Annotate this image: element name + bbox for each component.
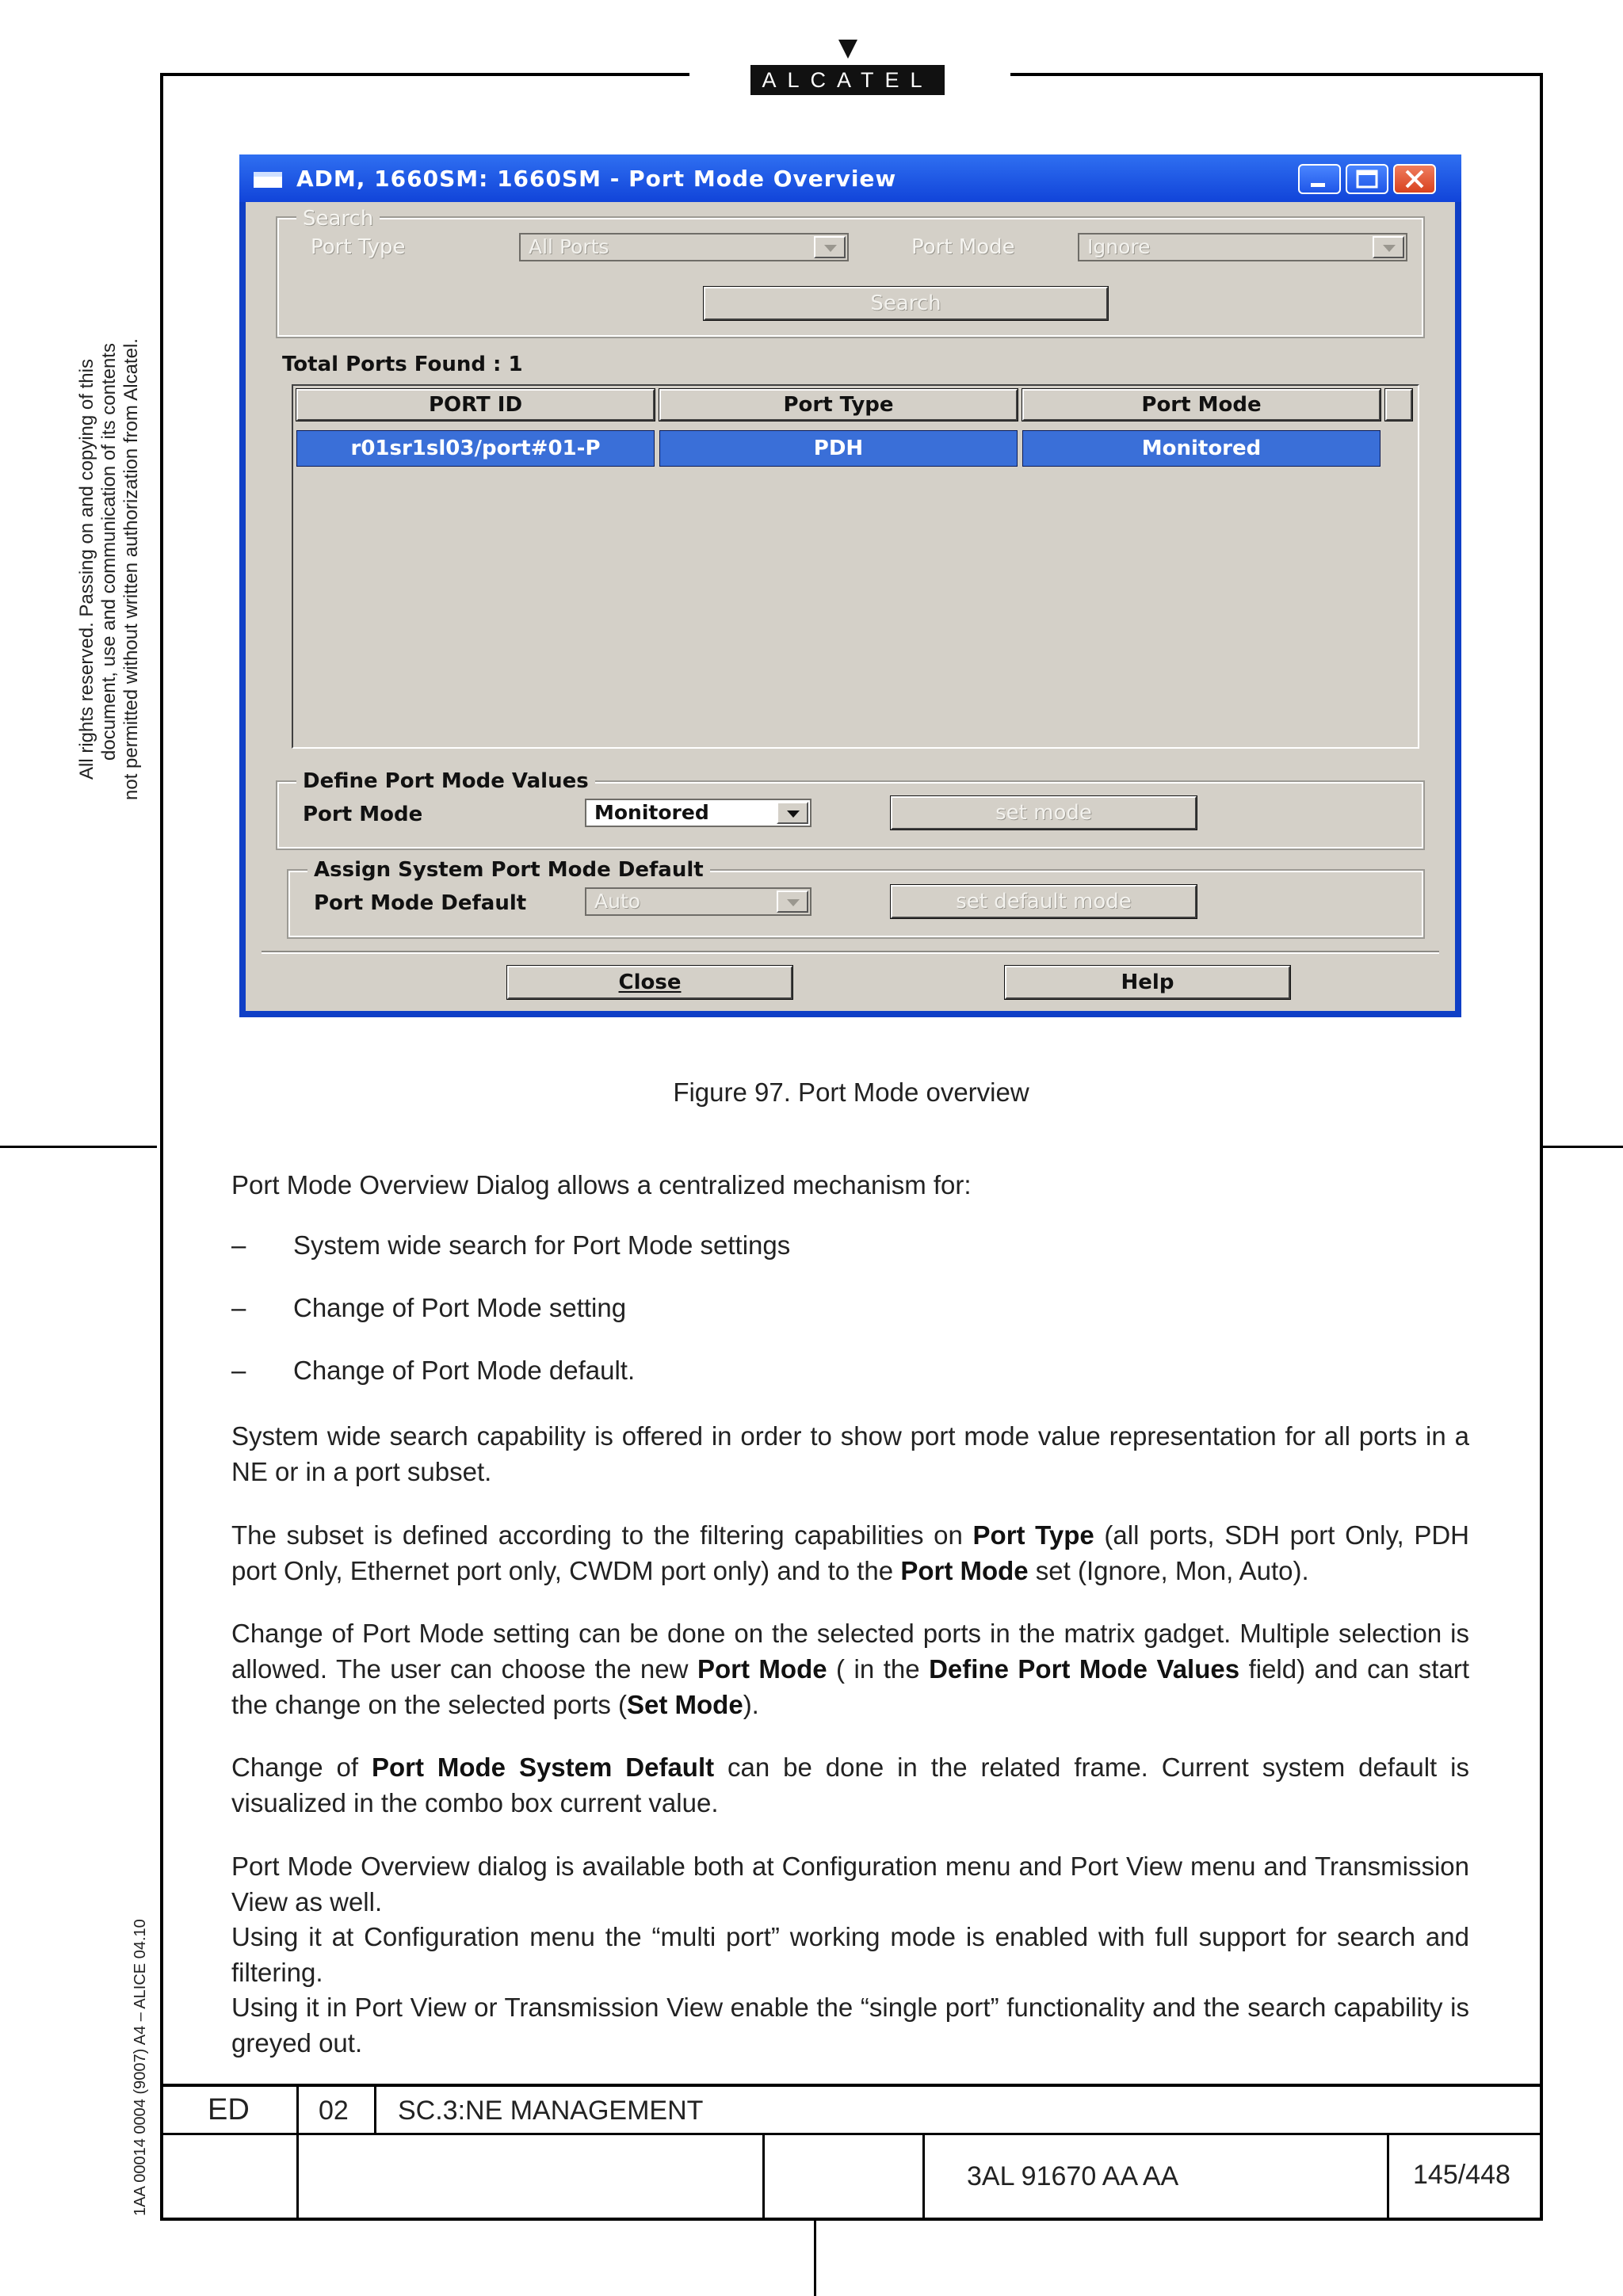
set-mode-button[interactable]: set mode [891,796,1197,830]
window-icon [254,172,282,188]
port-mode-default-value: Auto [594,890,641,913]
chevron-down-icon[interactable] [814,236,846,258]
bullet-dash: – [231,1230,246,1260]
column-header-port-type[interactable]: Port Type [659,389,1018,421]
edition-label: ED [208,2093,250,2126]
search-button[interactable]: Search [704,287,1108,320]
intro-paragraph: Port Mode Overview Dialog allows a centralized mechanism for: [231,1170,972,1199]
column-header-port-mode[interactable]: Port Mode [1022,389,1381,421]
edition-number: 02 [319,2096,349,2126]
column-header-port-id[interactable]: PORT ID [296,389,655,421]
bullet-item: Change of Port Mode setting [293,1293,627,1322]
ports-table [292,384,1419,749]
bullet-item: System wide search for Port Mode settings [293,1230,791,1260]
paragraph-multi-port: Using it at Configuration menu the “multi port” working mode is enabled with full support for search and filtering. [231,1922,1469,1987]
port-mode-default-select[interactable] [585,887,812,916]
chevron-down-icon[interactable] [1373,236,1404,258]
help-button[interactable]: Help [1005,966,1290,999]
footer-col-3 [762,2133,765,2220]
footer-col-4 [922,2133,925,2220]
footer-top-rule [160,2084,1543,2087]
port-type-label: Port Type [311,235,406,259]
bullet-item: Change of Port Mode default. [293,1356,636,1385]
dialog-titlebar[interactable] [239,154,1461,202]
figure-caption: Figure 97. Port Mode overview [673,1077,1029,1107]
rights-note-2: document, use and communication of its contents [98,343,120,761]
text: (all ports, SDH port Only, PDH port Only, Ethernet port only, CWDM port only) and to the [231,1520,1469,1585]
text: set (Ignore, Mon, Auto). [1028,1556,1309,1585]
close-button[interactable] [507,966,792,999]
define-group-label: Define Port Mode Values [296,769,595,793]
dialog-client-area [246,202,1455,1011]
text: ). [743,1690,759,1719]
port-type-select[interactable] [519,233,849,261]
minimize-button[interactable] [1298,164,1341,194]
section-title: SC.3:NE MANAGEMENT [398,2096,704,2126]
footer-col-1 [296,2084,299,2220]
close-icon [1395,166,1434,193]
port-mode-value: Monitored [594,801,709,824]
port-mode-overview-dialog [239,154,1461,1017]
logo-triangle-icon [838,40,857,59]
paragraph-search-capability: System wide search capability is offered in order to show port mode value representation for all ports in a NE or in a port subset. [231,1421,1469,1486]
text: can be done in the related frame. Current system default is visualized in the combo box current value. [231,1753,1469,1817]
footer-mid-rule [160,2133,1543,2135]
margin-mark-left [0,1146,157,1148]
paragraph-availability: Port Mode Overview dialog is available both at Configuration menu and Port View menu and Transmission View as well. [231,1852,1469,1917]
bold-text: Port Mode System Default [371,1753,715,1782]
minimize-icon [1300,166,1339,193]
maximize-icon [1347,166,1387,193]
bold-text: Port Mode [900,1556,1029,1585]
document-number: 3AL 91670 AA AA [967,2161,1179,2191]
port-type-value: All Ports [529,235,609,258]
paragraph-change-setting [231,1615,1469,1722]
doc-code-note: 1AA 00014 0004 (9007) A4 – ALICE 04.10 [132,1919,149,2216]
bold-text: Define Port Mode Values [929,1654,1240,1684]
text: Change of [231,1753,372,1782]
port-mode-search-label: Port Mode [911,235,1015,259]
cell-port-type[interactable]: PDH [659,430,1018,467]
close-button-label: Close [618,971,682,994]
port-mode-select[interactable] [585,799,812,827]
maximize-button[interactable] [1346,164,1388,194]
set-default-mode-button[interactable]: set default mode [891,885,1197,918]
dialog-title: ADM, 1660SM: 1660SM - Port Mode Overview [296,166,897,192]
bullet-dash: – [231,1293,246,1322]
cell-port-mode[interactable]: Monitored [1022,430,1381,467]
column-header-filler [1385,389,1412,421]
text: The subset is defined according to the filtering capabilities on [231,1520,973,1550]
footer-col-5 [1387,2133,1389,2220]
bullet-dash: – [231,1356,246,1385]
chevron-down-icon[interactable] [777,891,808,913]
text: field) and can start the change on the selected ports ( [231,1654,1469,1719]
port-mode-label: Port Mode [303,803,423,826]
close-window-button[interactable] [1393,164,1436,194]
footer-separator [262,951,1439,954]
footer-col-2 [374,2084,376,2134]
bold-text: Set Mode [627,1690,743,1719]
total-ports-found: Total Ports Found : 1 [282,353,523,376]
paragraph-single-port: Using it in Port View or Transmission View enable the “single port” functionality and the search capability is greyed out. [231,1993,1469,2058]
port-mode-default-label: Port Mode Default [314,891,527,915]
paragraph-subset [231,1517,1469,1589]
assign-group-label: Assign System Port Mode Default [307,858,710,882]
chevron-down-icon[interactable] [777,802,808,824]
rights-note-1: All rights reserved. Passing on and copying of this [76,359,97,780]
bold-text: Port Mode [697,1654,827,1684]
search-group-label: Search [296,207,380,231]
paragraph-change-default [231,1749,1469,1821]
frame-left [160,73,163,2220]
frame-top-left [160,73,689,76]
text: Change of Port Mode setting can be done on the selected ports in the matrix gadget. Multiple selection is allowed. The user can choose the new [231,1619,1469,1684]
page-number: 145/448 [1413,2160,1510,2190]
frame-top-right [1010,73,1543,76]
footer-bottom-rule [160,2218,1543,2221]
port-mode-search-select[interactable] [1078,233,1407,261]
footer-tail [814,2220,816,2296]
text: ( in the [827,1654,930,1684]
cell-port-id[interactable]: r01sr1sl03/port#01-P [296,430,655,467]
margin-mark-right [1543,1146,1623,1148]
rights-note-3: not permitted without written authorization from Alcatel. [120,338,142,800]
bold-text: Port Type [972,1520,1094,1550]
port-mode-search-value: Ignore [1087,235,1151,258]
alcatel-logo: ALCATEL [750,65,945,95]
